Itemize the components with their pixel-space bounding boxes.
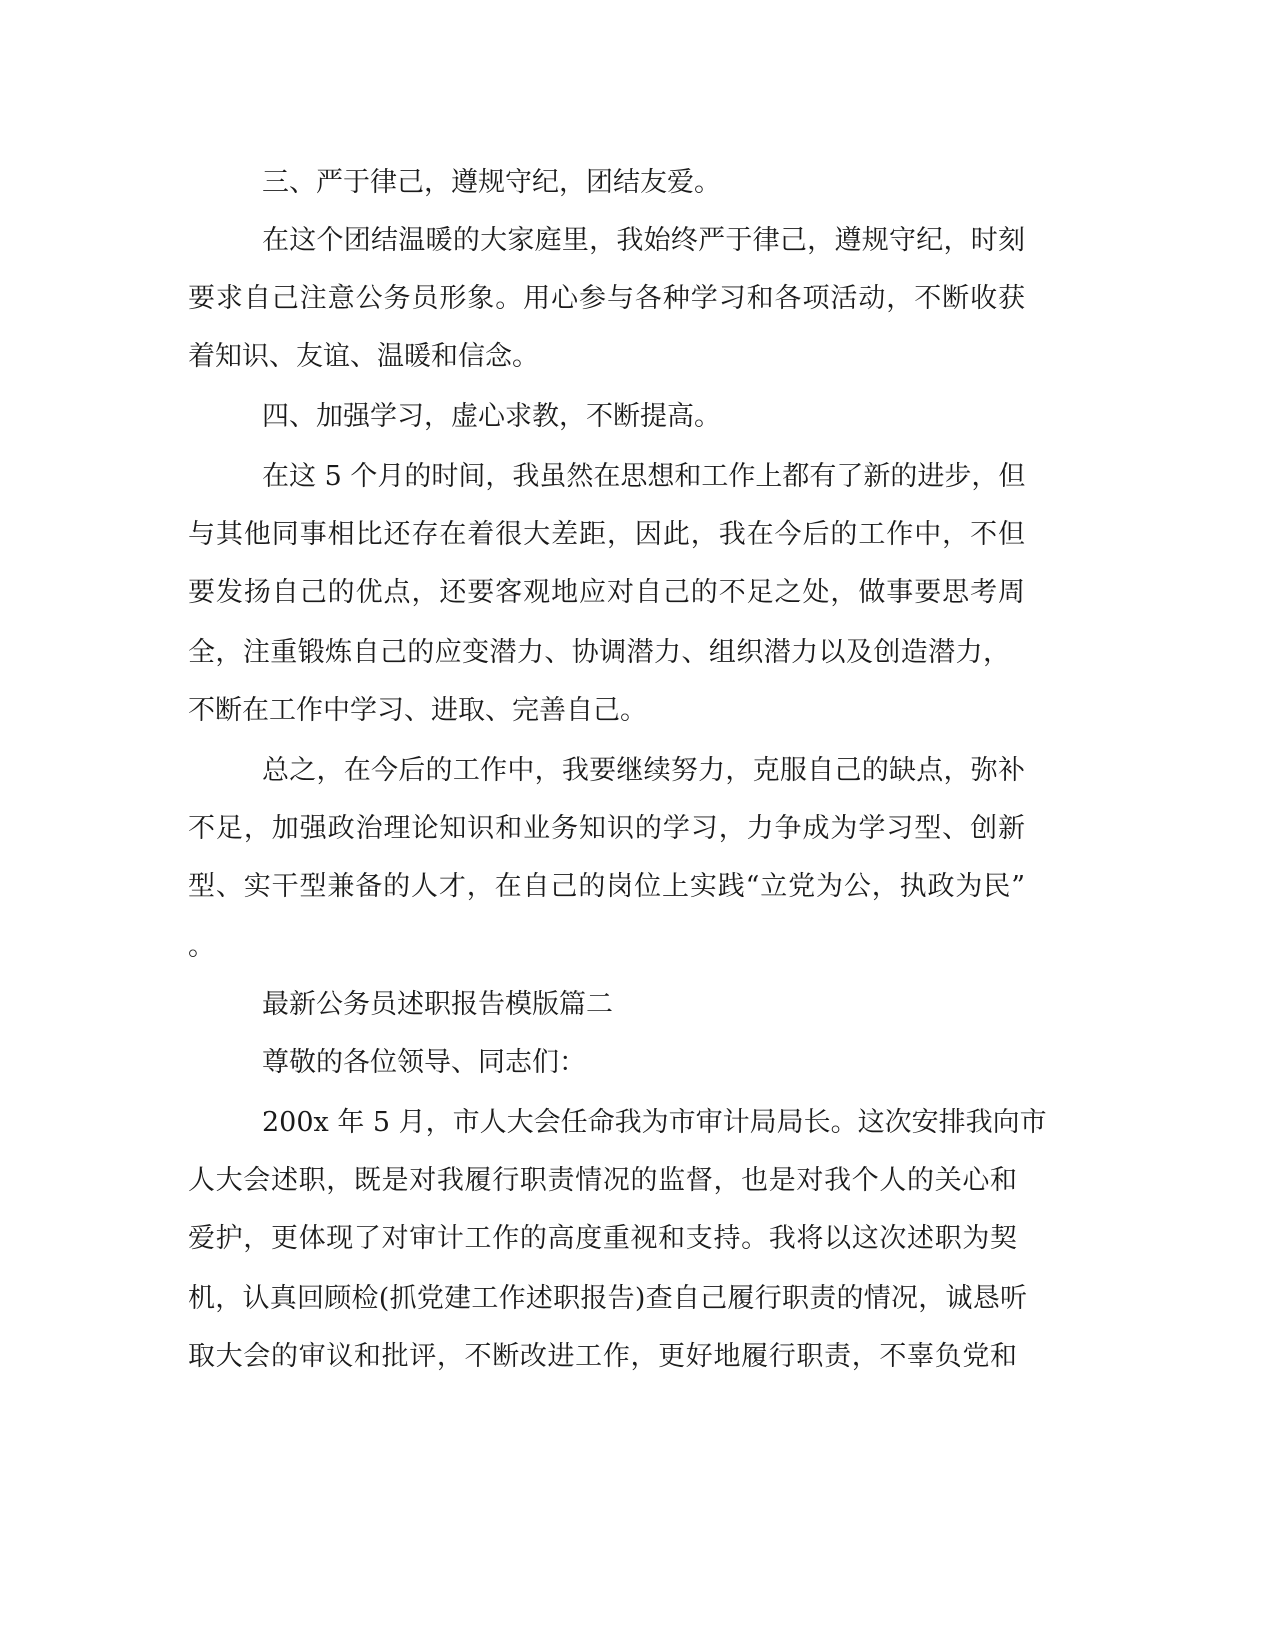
section3-paragraph-line: 在这个团结温暖的大家庭里，我始终严于律己，遵规守纪，时刻 [262,225,1025,256]
section3-heading: 三、严于律己，遵规守纪，团结友爱。 [262,167,721,198]
section3-paragraph-line: 要求自己注意公务员形象。用心参与各种学习和各项活动，不断收获 [188,283,1025,314]
part2-title: 最新公务员述职报告模版篇二 [262,989,613,1020]
conclusion-paragraph-line: 。 [188,931,215,962]
section4-heading: 四、加强学习，虚心求教，不断提高。 [262,401,721,432]
section4-paragraph-line: 要发扬自己的优点，还要客观地应对自己的不足之处，做事要思考周 [188,577,1025,608]
section4-paragraph-line: 全，注重锻炼自己的应变潜力、协调潜力、组织潜力以及创造潜力， [188,637,1010,668]
section4-paragraph-line: 在这 5 个月的时间，我虽然在思想和工作上都有了新的进步，但 [262,461,1026,492]
part2-paragraph-line: 机，认真回顾检(抓党建工作述职报告)查自己履行职责的情况，诚恳听 [188,1283,1027,1314]
conclusion-paragraph-line: 型、实干型兼备的人才，在自己的岗位上实践“立党为公，执政为民” [188,871,1025,902]
part2-paragraph-line: 取大会的审议和批评，不断改进工作，更好地履行职责，不辜负党和 [188,1341,1017,1372]
section4-paragraph-line: 不断在工作中学习、进取、完善自己。 [188,695,647,726]
part2-paragraph-line: 200x 年 5 月，市人大会任命我为市审计局局长。这次安排我向市 [262,1107,1047,1138]
conclusion-paragraph-line: 不足，加强政治理论知识和业务知识的学习，力争成为学习型、创新 [188,813,1025,844]
section4-paragraph-line: 与其他同事相比还存在着很大差距，因此，我在今后的工作中，不但 [188,519,1025,550]
section3-paragraph-line: 着知识、友谊、温暖和信念。 [188,341,539,372]
part2-salutation: 尊敬的各位领导、同志们： [262,1047,586,1078]
part2-paragraph-line: 爱护，更体现了对审计工作的高度重视和支持。我将以这次述职为契 [188,1223,1017,1254]
part2-paragraph-line: 人大会述职，既是对我履行职责情况的监督，也是对我个人的关心和 [188,1165,1017,1196]
conclusion-paragraph-line: 总之，在今后的工作中，我要继续努力，克服自己的缺点，弥补 [262,755,1025,786]
